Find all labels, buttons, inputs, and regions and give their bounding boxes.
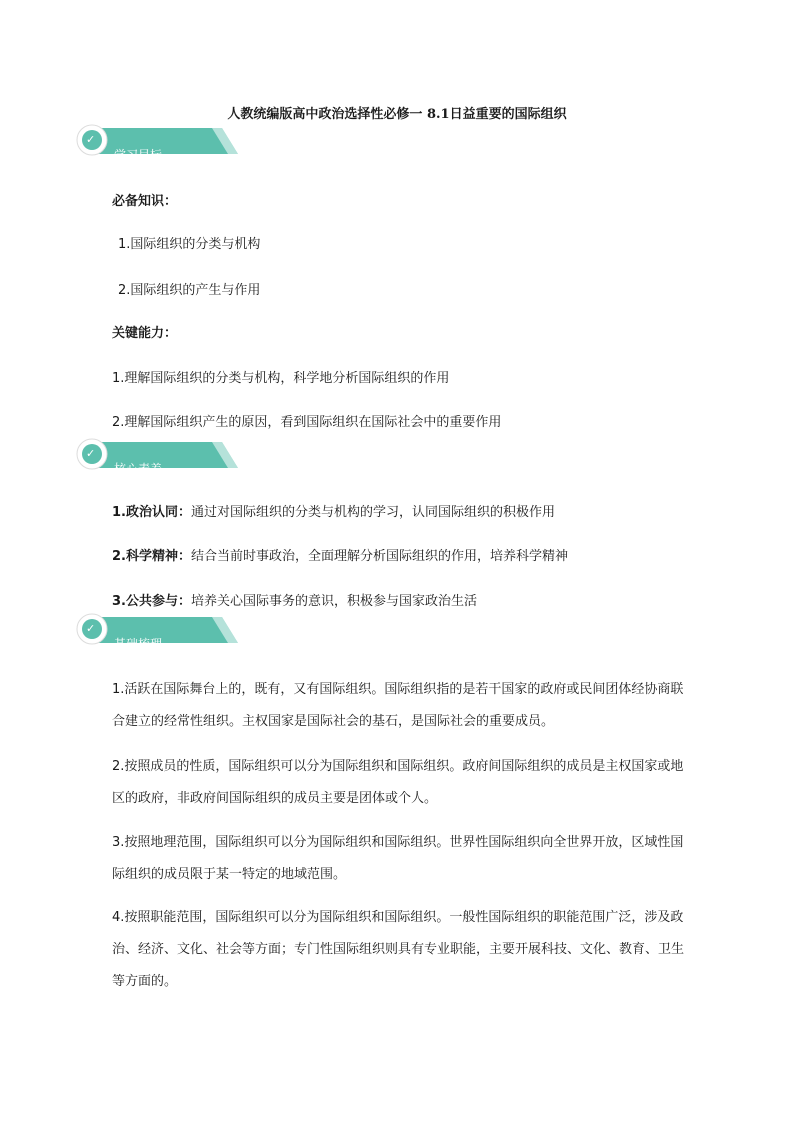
- banner-label: 学习目标: [114, 148, 163, 160]
- banner-label: 基础梳理: [114, 637, 163, 649]
- literacy-label: 2.科学精神：: [112, 549, 191, 564]
- literacy-label: 1.政治认同：: [112, 505, 191, 520]
- literacy-item: [112, 548, 568, 566]
- section-banner-basics: [72, 613, 242, 649]
- literacy-label: 3.公共参与：: [112, 594, 191, 609]
- literacy-text: 通过对国际组织的分类与机构的学习，认同国际组织的积极作用: [190, 505, 555, 520]
- basics-paragraph: 4.按照职能范围，国际组织可以分为国际组织和国际组织。一般性国际组织的职能范围广泛，涉及政治、经济、文化、社会等方面；专门性国际组织则具有专业职能，主要开展科技、文化、教育、卫生等方面的。: [112, 910, 685, 989]
- knowledge-item: 1.国际组织的分类与机构: [118, 237, 261, 252]
- literacy-item: [112, 593, 477, 611]
- check-icon: ✓: [86, 133, 96, 146]
- literacy-text: 培养关心国际事务的意识，积极参与国家政治生活: [190, 594, 477, 609]
- basics-paragraph: 2.按照成员的性质，国际组织可以分为国际组织和国际组织。政府间国际组织的成员是主权国家或地区的政府，非政府间国际组织的成员主要是团体或个人。: [112, 759, 684, 806]
- knowledge-item: 2.国际组织的产生与作用: [118, 283, 261, 298]
- page-title: 人教统编版高中政治选择性必修一 8.1日益重要的国际组织: [227, 107, 567, 122]
- literacy-text: 结合当前时事政治，全面理解分析国际组织的作用，培养科学精神: [190, 549, 568, 564]
- ability-item: 2.理解国际组织产生的原因，看到国际组织在国际社会中的重要作用: [112, 415, 502, 430]
- literacy-item: [112, 504, 555, 522]
- required-knowledge-heading: 必备知识：: [112, 194, 178, 209]
- section-banner-literacy: [72, 438, 242, 474]
- section-banner-goals: [72, 124, 242, 160]
- check-icon: ✓: [86, 447, 96, 460]
- basics-paragraph: 1.活跃在国际舞台上的，既有，又有国际组织。国际组织指的是若干国家的政府或民间团体经协商联合建立的经常性组织。主权国家是国际社会的基石，是国际社会的重要成员。: [112, 682, 684, 729]
- key-ability-heading: 关键能力：: [112, 326, 178, 341]
- ability-item: 1.理解国际组织的分类与机构，科学地分析国际组织的作用: [112, 371, 450, 386]
- basics-paragraph: 3.按照地理范围，国际组织可以分为国际组织和国际组织。世界性国际组织向全世界开放，区域性国际组织的成员限于某一特定的地域范围。: [112, 835, 684, 882]
- banner-label: 核心素养: [114, 462, 163, 474]
- check-icon: ✓: [86, 622, 96, 635]
